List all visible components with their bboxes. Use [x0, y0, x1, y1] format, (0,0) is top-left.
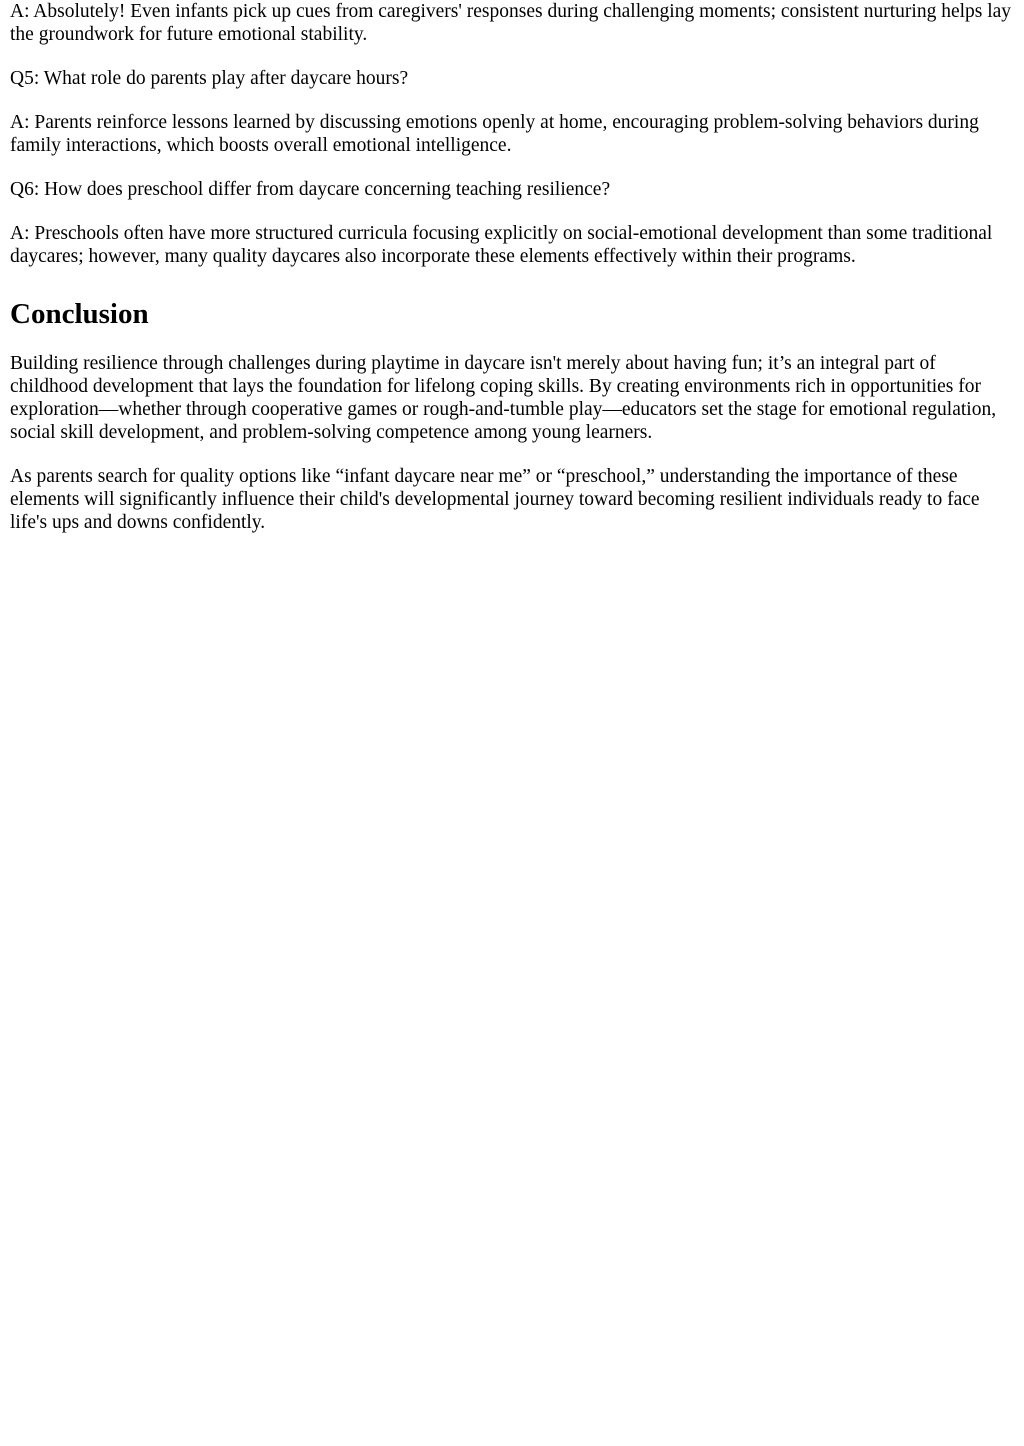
conclusion-paragraph-1: Building resilience through challenges during playtime in daycare isn't merely about having fun; it’s an integral part of childhood development that lays the foundation for lifelong coping skills. By creating environments rich in opportunities for exploration—whether through cooperative games or rough-and-tumble play—educators set the stage for emotional regulation, social skill development, and problem-solving competence among young learners.: [10, 353, 997, 443]
conclusion-paragraph-2: As parents search for quality options like “infant daycare near me” or “preschool,” understanding the importance of these elements will significantly influence their child's developmental journey toward becoming resilient individuals ready to face life's ups and downs confidently.: [10, 466, 980, 533]
faq-answer-q4: A: Absolutely! Even infants pick up cues from caregivers' responses during challenging moments; consistent nurturing helps lay the groundwork for future emotional stability.: [10, 1, 1012, 45]
faq-answer-q6: A: Preschools often have more structured curricula focusing explicitly on social-emotional development than some traditional daycares; however, many quality daycares also incorporate these elements effectively within their programs.: [10, 223, 993, 267]
faq-question-q6: Q6: How does preschool differ from daycare concerning teaching resilience?: [10, 179, 611, 200]
article-body: [0, 0, 1024, 534]
faq-question-q5: Q5: What role do parents play after daycare hours?: [10, 68, 409, 89]
faq-answer-q5: A: Parents reinforce lessons learned by discussing emotions openly at home, encouraging problem-solving behaviors during family interactions, which boosts overall emotional intelligence.: [10, 112, 979, 156]
conclusion-heading: Conclusion: [10, 298, 149, 330]
